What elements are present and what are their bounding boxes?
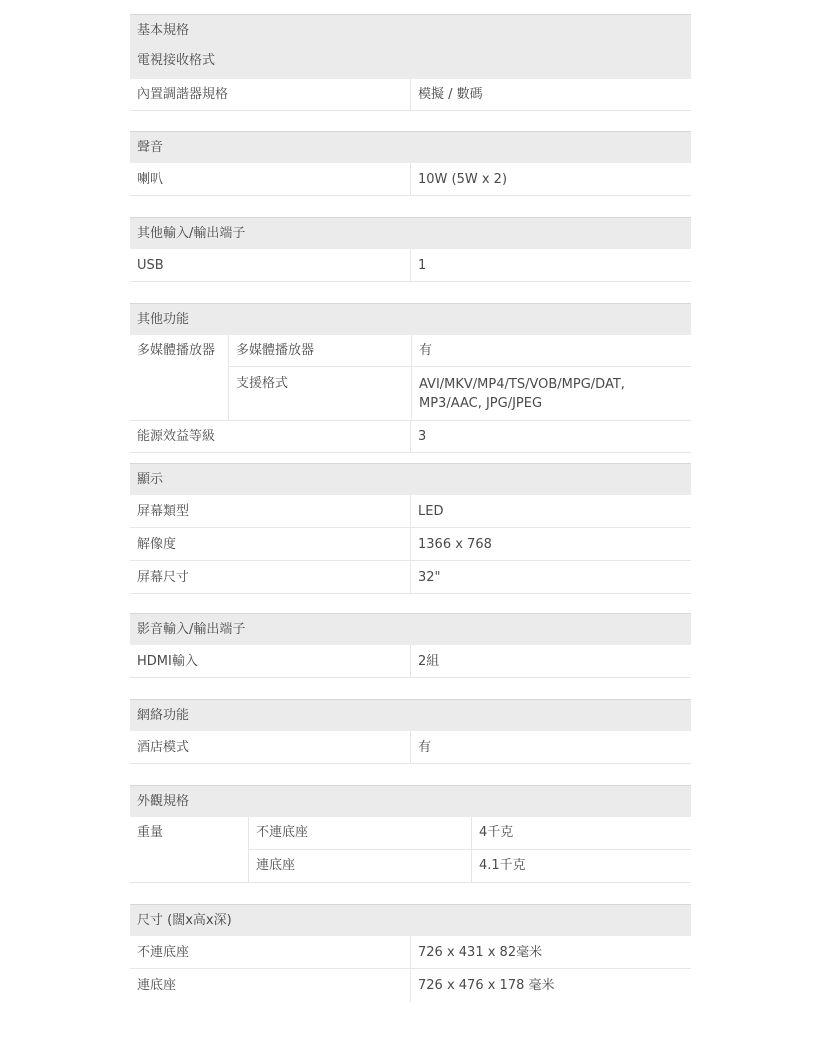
- spec-label: 屏幕類型: [137, 504, 190, 519]
- spec-value: 32": [410, 561, 691, 593]
- section-header: 網絡功能: [130, 699, 691, 731]
- spec-value: 1366 x 768: [410, 528, 691, 560]
- spec-section-basic: [130, 14, 691, 111]
- spec-row: [130, 495, 691, 528]
- spec-row: [130, 731, 691, 764]
- spec-value: 3: [410, 421, 691, 452]
- spec-label: 酒店模式: [137, 740, 190, 755]
- spec-row: [130, 645, 691, 678]
- spec-label: 解像度: [137, 537, 177, 552]
- section-header: 聲音: [130, 131, 691, 163]
- spec-value: 有: [411, 335, 692, 366]
- section-header: 尺寸 (闊x高x深): [130, 904, 691, 936]
- spec-value: [411, 367, 692, 421]
- spec-row: [130, 79, 691, 111]
- spec-group: [130, 335, 691, 421]
- spec-row: [130, 163, 691, 196]
- section-header: 其他功能: [130, 303, 691, 335]
- spec-label: 內置調諧器規格: [137, 87, 229, 102]
- spec-section-dimensions: [130, 904, 691, 1002]
- group-label: 重量: [137, 825, 164, 840]
- spec-label: 連底座: [137, 978, 177, 993]
- section-header: 顯示: [130, 463, 691, 495]
- spec-value: 726 x 431 x 82毫米: [410, 936, 691, 968]
- spec-value: 726 x 476 x 178 毫米: [410, 969, 691, 1002]
- spec-label: 多媒體播放器: [236, 343, 315, 358]
- spec-section-av-io: [130, 613, 691, 678]
- spec-subrow: [248, 850, 691, 883]
- spec-label: 喇叭: [137, 172, 164, 187]
- spec-subrow: [248, 817, 691, 850]
- spec-subrow: [228, 335, 691, 367]
- spec-group: [130, 817, 691, 883]
- spec-label: 不連底座: [256, 825, 309, 840]
- spec-row: [130, 249, 691, 282]
- spec-row: [130, 969, 691, 1002]
- spec-section-io: [130, 217, 691, 282]
- spec-section-network: [130, 699, 691, 764]
- spec-value: 4.1千克: [471, 850, 692, 883]
- spec-label: 屏幕尺寸: [137, 570, 190, 585]
- spec-label: 支援格式: [236, 376, 289, 391]
- spec-value: 模擬 / 數碼: [410, 79, 691, 110]
- spec-label: 不連底座: [137, 945, 190, 960]
- section-subheader: 電視接收格式: [130, 46, 691, 79]
- spec-value: 4千克: [471, 817, 692, 849]
- section-header: 基本規格: [130, 14, 691, 46]
- section-header: 影音輸入/輸出端子: [130, 613, 691, 645]
- spec-value: 10W (5W x 2): [410, 163, 691, 195]
- spec-row: [130, 561, 691, 594]
- spec-value: LED: [410, 495, 691, 527]
- spec-subrow: [228, 367, 691, 421]
- spec-row: [130, 528, 691, 561]
- group-label: 多媒體播放器: [137, 343, 216, 358]
- spec-label: USB: [137, 258, 164, 273]
- spec-value-line: MP3/AAC, JPG/JPEG: [419, 396, 543, 411]
- spec-label: HDMI輸入: [137, 654, 198, 669]
- section-header: 其他輸入/輸出端子: [130, 217, 691, 249]
- spec-label: 連底座: [256, 858, 296, 873]
- spec-value: 1: [410, 249, 691, 281]
- spec-value-line: AVI/MKV/MP4/TS/VOB/MPG/DAT,: [419, 377, 625, 392]
- spec-section-other-features: [130, 303, 691, 453]
- spec-row: [130, 421, 691, 453]
- spec-section-appearance: [130, 785, 691, 883]
- spec-value: 2組: [410, 645, 691, 677]
- spec-value: 有: [410, 731, 691, 763]
- spec-label: 能源效益等級: [137, 429, 216, 444]
- spec-section-sound: [130, 131, 691, 196]
- spec-section-display: [130, 463, 691, 594]
- spec-row: [130, 936, 691, 969]
- section-header: 外觀規格: [130, 785, 691, 817]
